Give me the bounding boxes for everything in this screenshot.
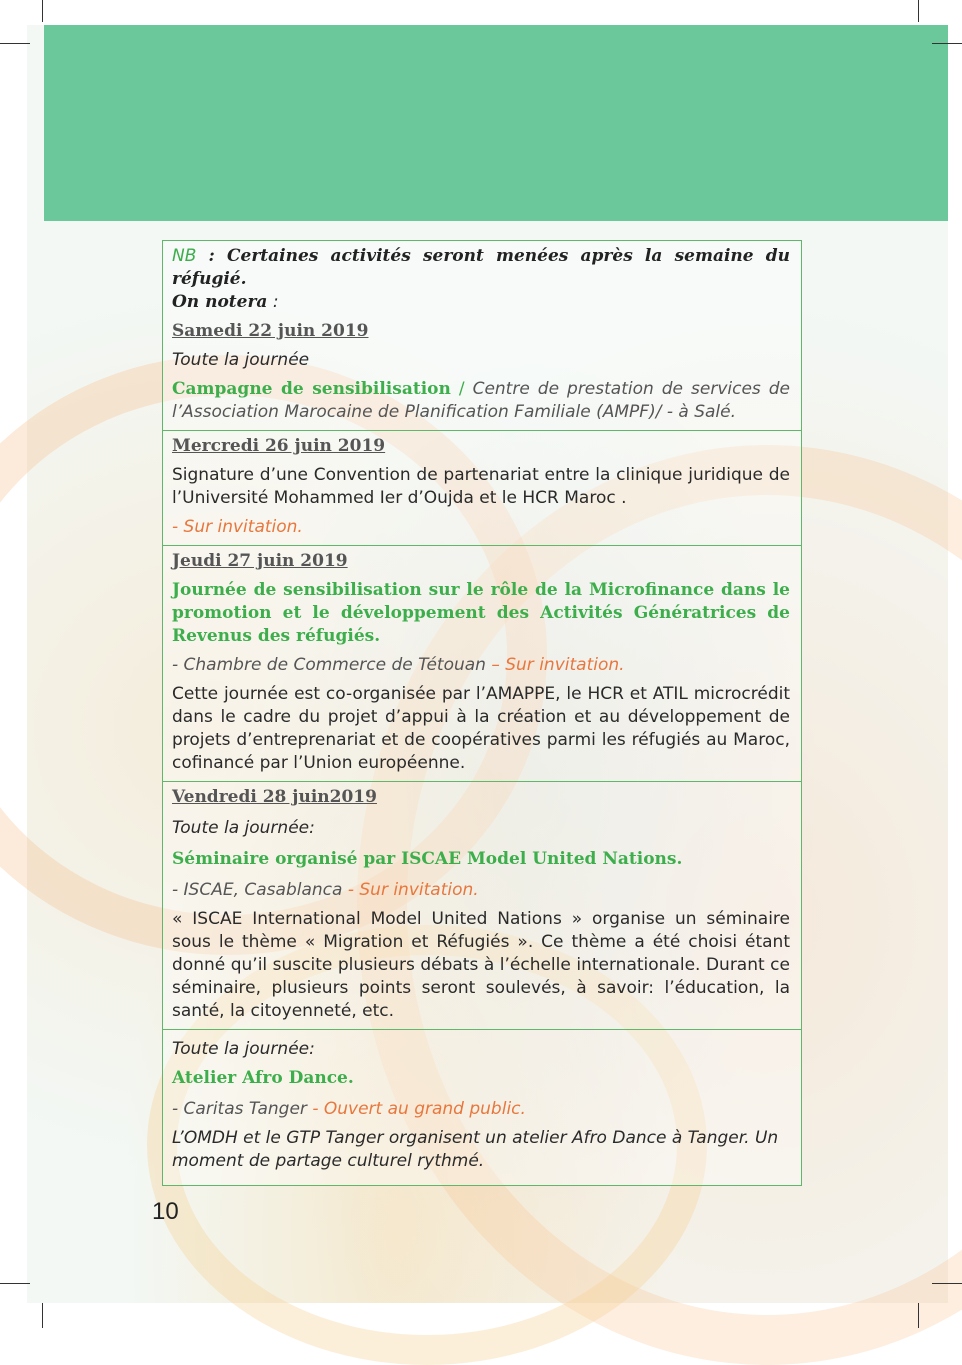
event-access: - Ouvert au grand public. (306, 1099, 526, 1119)
crop-mark (932, 1283, 962, 1284)
event-title: Atelier Afro Dance. (172, 1068, 354, 1088)
event-body: Signature d’une Convention de partenariat entre la clinique juridique de l’Université Mohammed Ier d’Oujda et le HCR Maroc . (172, 465, 790, 508)
event-date: Vendredi 28 juin2019 (172, 787, 377, 807)
nb-note (172, 245, 790, 314)
program-section-vendredi (163, 782, 801, 1030)
event-title: Séminaire organisé par ISCAE Model United Nations. (172, 849, 683, 869)
event-title: Campagne de sensibilisation (172, 379, 451, 399)
event-separator: / (450, 379, 473, 399)
crop-mark (918, 1303, 919, 1328)
page-number: 10 (152, 1198, 179, 1225)
nb-line2-rest: : (267, 292, 279, 312)
event-location: - ISCAE, Casablanca (172, 880, 343, 900)
event-access: - Sur invitation. (172, 517, 303, 537)
event-access: - Sur invitation. (342, 880, 479, 900)
event-location: - Caritas Tanger (172, 1099, 307, 1119)
crop-mark (42, 1303, 43, 1328)
event-time: Toute la journée (172, 350, 310, 370)
event-location: - Chambre de Commerce de Tétouan (172, 655, 486, 675)
nb-line2-bold: On notera (172, 292, 268, 312)
crop-mark (932, 43, 962, 44)
event-description (172, 378, 790, 424)
header-band (44, 25, 948, 221)
crop-mark (0, 1283, 30, 1284)
program-section-jeudi (163, 546, 801, 782)
program-section-afro-dance (163, 1030, 801, 1185)
program-section-samedi (163, 241, 801, 431)
event-date: Mercredi 26 juin 2019 (172, 436, 386, 456)
program-section-mercredi (163, 431, 801, 546)
event-meta (172, 1098, 790, 1121)
crop-mark (42, 0, 43, 22)
event-date: Jeudi 27 juin 2019 (172, 551, 348, 571)
event-access: – Sur invitation. (485, 655, 625, 675)
event-body: L’OMDH et le GTP Tanger organisent un atelier Afro Dance à Tanger. Un moment de partage culturel rythmé. (172, 1128, 779, 1171)
event-body: Cette journée est co-organisée par l’AMAPPE, le HCR et ATIL microcrédit dans le cadre du projet d’appui à la création et au développement de projets d’entreprenariat et de coopératives parmi les réfugiés au Maroc, cofinancé par l’Union européenne. (172, 684, 790, 773)
event-time: Toute la journée: (172, 1039, 315, 1059)
nb-label: NB (172, 246, 197, 266)
program-box (162, 240, 802, 1186)
event-date: Samedi 22 juin 2019 (172, 321, 369, 341)
crop-mark (918, 0, 919, 22)
event-time: Toute la journée: (172, 818, 315, 838)
event-location: Centre de prestation de services de l’Association Marocaine de Planification Familiale (AMPF)/ - à Salé. (172, 379, 791, 422)
event-title: Journée de sensibilisation sur le rôle de la Microfinance dans le promotion et le développement des Activités Génératrices de Revenus des réfugiés. (172, 580, 790, 646)
nb-text: : Certaines activités seront menées après la semaine du réfugié. (172, 246, 790, 289)
event-meta (172, 879, 790, 902)
crop-mark (0, 43, 30, 44)
event-body: « ISCAE International Model United Nations » organise un séminaire sous le thème « Migration et Réfugiés ». Ce thème a été choisi étant donné qu’il suscite plusieurs débats à l’échelle internationale. Durant ce séminaire, plusieurs points seront soulevés, à savoir: l’éducation, la santé, la citoyenneté, etc. (172, 909, 790, 1021)
event-meta (172, 654, 790, 677)
